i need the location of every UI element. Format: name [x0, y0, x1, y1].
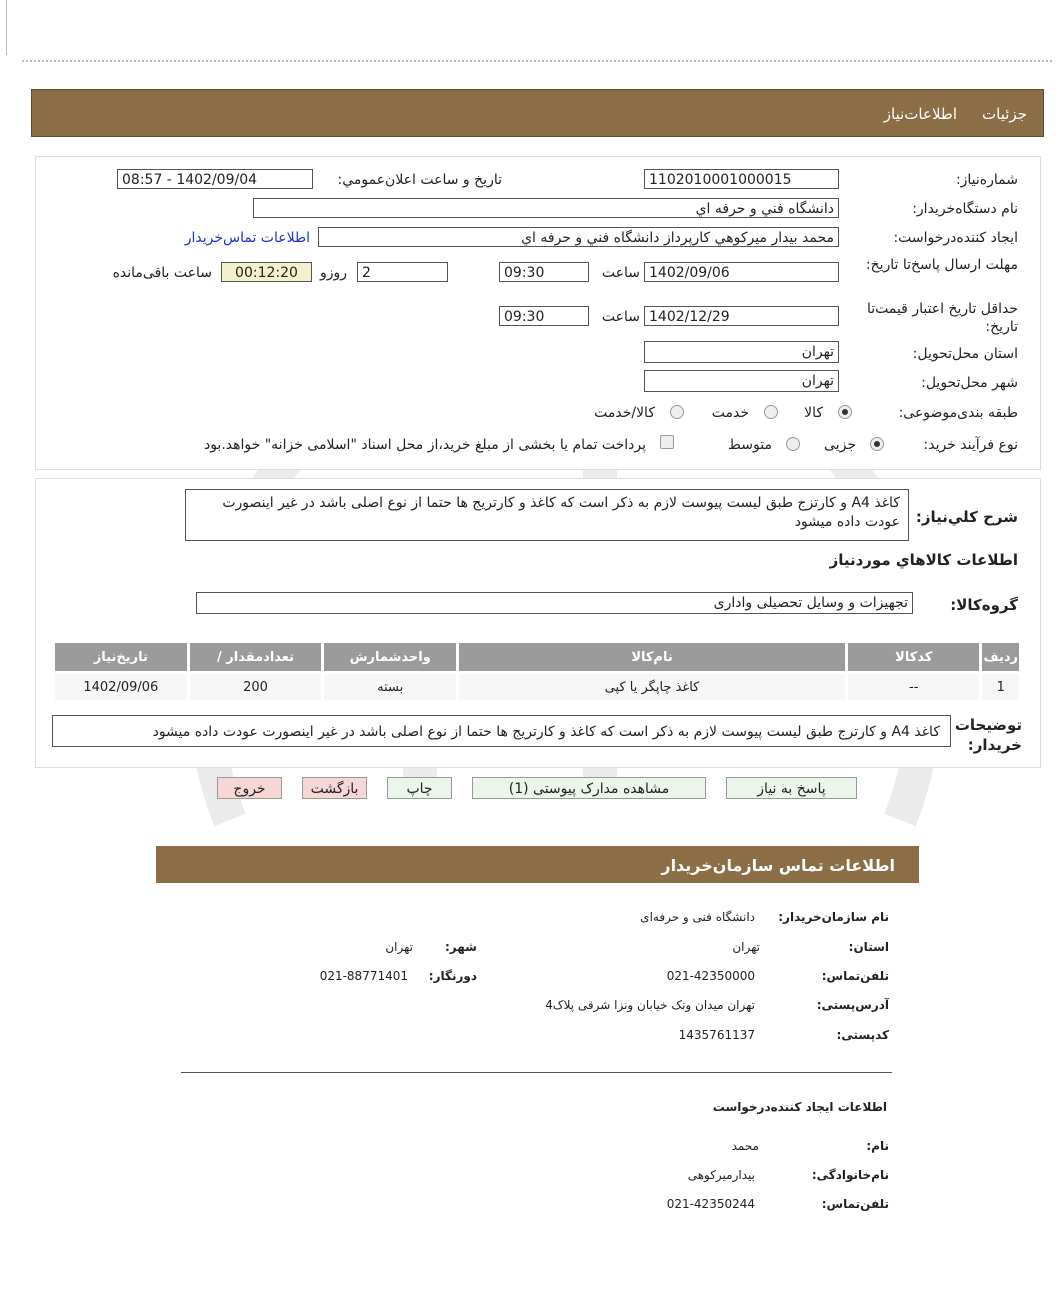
- radio-service[interactable]: [764, 405, 778, 419]
- exit-button[interactable]: خروج: [217, 777, 282, 799]
- radio-goods[interactable]: [838, 405, 852, 419]
- creator-phone: 021-42350244: [666, 1197, 755, 1211]
- deadline-date-field: 1402/09/06: [644, 262, 839, 282]
- cell-date: 1402/09/06: [55, 674, 187, 700]
- org-province-label: استان:: [848, 940, 889, 954]
- validity-time-label: ساعت: [601, 309, 640, 325]
- cell-qty: 200: [190, 674, 322, 700]
- creator-phone-label: تلفن‌تماس:: [821, 1197, 889, 1211]
- tab-need-info[interactable]: اطلاعات‌نیاز: [883, 105, 957, 123]
- goods-table: [52, 640, 1022, 703]
- org-city: تهران: [385, 940, 413, 954]
- print-button[interactable]: چاپ: [387, 777, 452, 799]
- announce-label: تاریخ و ساعت اعلان‌عمومي:: [337, 172, 502, 188]
- validity-date-field: 1402/12/29: [644, 306, 839, 326]
- remaining-time-field: 00:12:20: [221, 262, 312, 282]
- process-label: نوع فرآیند خرید:: [923, 437, 1018, 453]
- deadline-time-field: 09:30: [499, 262, 589, 282]
- radio-goods-service-label: کالا/خدمت: [594, 405, 655, 421]
- col-name: نام‌كالا: [459, 643, 845, 671]
- cell-name: کاغذ چاپگر یا کپی: [459, 674, 845, 700]
- org-province: تهران: [732, 940, 760, 954]
- org-fax: 021-88771401: [319, 969, 408, 983]
- col-row: رديف: [982, 643, 1019, 671]
- radio-partial[interactable]: [870, 437, 884, 451]
- radio-partial-label: جزیی: [824, 437, 856, 453]
- col-qty: تعدادمقدار /: [190, 643, 322, 671]
- org-address: تهران میدان ونک خیابان ونزا شرقی پلاک4: [545, 998, 755, 1012]
- announce-field: 1402/09/04 - 08:57: [117, 169, 313, 189]
- creator-fname: محمد: [731, 1139, 759, 1153]
- need-number-field: 1102010001000015: [644, 169, 839, 189]
- radio-goods-service[interactable]: [670, 405, 684, 419]
- buyer-org-label: نام دستگاه‌خريدار:: [912, 201, 1018, 217]
- treasury-checkbox[interactable]: [660, 435, 674, 449]
- header-bar: [31, 89, 1044, 137]
- remaining-label: ساعت باقی‌مانده: [112, 265, 212, 281]
- cell-row: 1: [982, 674, 1019, 700]
- org-postal-label: کد‌پستی:: [836, 1028, 889, 1042]
- days-field: 2: [357, 262, 448, 282]
- radio-goods-label: کالا: [804, 405, 823, 421]
- org-contact-title: اطلاعات تماس سازمان‌خریدار: [661, 856, 895, 875]
- radio-medium[interactable]: [786, 437, 800, 451]
- treasury-note: پرداخت تمام یا بخشی از مبلغ خرید،از محل اسناد "اسلامی خزانه" خواهد.بود: [203, 437, 646, 453]
- org-postal: 1435761137: [678, 1028, 755, 1042]
- tab-details[interactable]: جزئیات: [982, 105, 1027, 123]
- org-address-label: آدرس‌پستی:: [816, 998, 889, 1012]
- reply-button[interactable]: پاسخ به نیاز: [726, 777, 857, 799]
- need-number-label: شماره‌نیاز:: [955, 172, 1018, 188]
- radio-service-label: خدمت: [711, 405, 749, 421]
- goods-group-field: تجهیزات و وسایل تحصیلی واداری: [196, 592, 913, 614]
- general-desc-label: شرح کلي‌نیاز:: [915, 508, 1018, 526]
- buyer-org-field: دانشگاه فني و حرفه اي: [253, 198, 839, 218]
- goods-group-label: گروه‌کالا:: [950, 596, 1018, 614]
- validity-time-field: 09:30: [499, 306, 589, 326]
- org-fax-label: دورنگار:: [428, 969, 477, 983]
- city-field: تهران: [644, 370, 839, 392]
- attachments-button[interactable]: مشاهده مدارک پیوستی (1): [472, 777, 706, 799]
- org-phone-label: تلفن‌تماس:: [821, 969, 889, 983]
- creator-field: محمد بيدار ميركوهي کارپرداز دانشگاه فني و حرفه اي: [318, 227, 839, 247]
- buyer-notes-field: کاغذ A4 و کارترج طبق لیست پیوست لازم به ذکر است که کاغذ و کارتریج ها حتما از نوع اصلی باشد در غیر اینصورت عودت داده میشود: [52, 715, 951, 747]
- creator-info-title: اطلاعات ایجاد کننده‌درخواست: [712, 1100, 887, 1114]
- creator-fname-label: نام:: [866, 1139, 889, 1153]
- org-city-label: شهر:: [445, 940, 477, 954]
- goods-info-title: اطلاعات کالاهاي موردنياز: [829, 551, 1018, 569]
- city-label: شهر محل‌تحویل:: [921, 375, 1018, 391]
- org-contact-header: [156, 846, 919, 883]
- buyer-notes-label: توضیحات خریدار:: [954, 716, 1022, 754]
- general-desc-field: کاغذ A4 و کارتزج طبق لیست پیوست لازم به ذکر است که کاغذ و کارتریج ها حتما از نوع اصلی باشد در غیر اینصورت عودت داده میشود: [185, 489, 909, 541]
- col-unit: واحدشمارش: [324, 643, 456, 671]
- deadline-time-label: ساعت: [601, 265, 640, 281]
- cell-unit: بسته: [324, 674, 456, 700]
- col-date: تاريخ‌نياز: [55, 643, 187, 671]
- back-button[interactable]: بازگشت: [302, 777, 367, 799]
- org-name-label: نام سازمان‌خریدار:: [778, 910, 889, 924]
- frame-line: [6, 0, 7, 55]
- col-code: كدكالا: [848, 643, 979, 671]
- org-name: دانشگاه فنی و حرفه‌ای: [640, 910, 755, 924]
- validity-label: حداقل تاریخ اعتبار قیمت‌تا تاریخ:: [866, 301, 1018, 335]
- radio-medium-label: متوسط: [728, 437, 772, 453]
- section-divider: [181, 1072, 892, 1073]
- table-row: [55, 674, 1019, 700]
- buyer-contact-link[interactable]: اطلاعات تماس‌خریدار: [184, 230, 310, 246]
- province-label: استان محل‌تحویل:: [912, 346, 1018, 362]
- org-phone: 021-42350000: [666, 969, 755, 983]
- creator-lname: بیدارمیرکوهی: [687, 1168, 755, 1182]
- cell-code: --: [848, 674, 979, 700]
- category-label: طبقه بندی‌موضوعی:: [898, 405, 1018, 421]
- deadline-label: مهلت ارسال پاسخ‌تا تاریخ:: [865, 257, 1018, 273]
- days-label: روزو: [319, 265, 347, 281]
- creator-label: ایجاد کننده‌درخواست:: [893, 230, 1018, 246]
- province-field: تهران: [644, 341, 839, 363]
- creator-lname-label: نام‌خانوادگی:: [811, 1168, 889, 1182]
- dotted-divider: [22, 60, 1052, 62]
